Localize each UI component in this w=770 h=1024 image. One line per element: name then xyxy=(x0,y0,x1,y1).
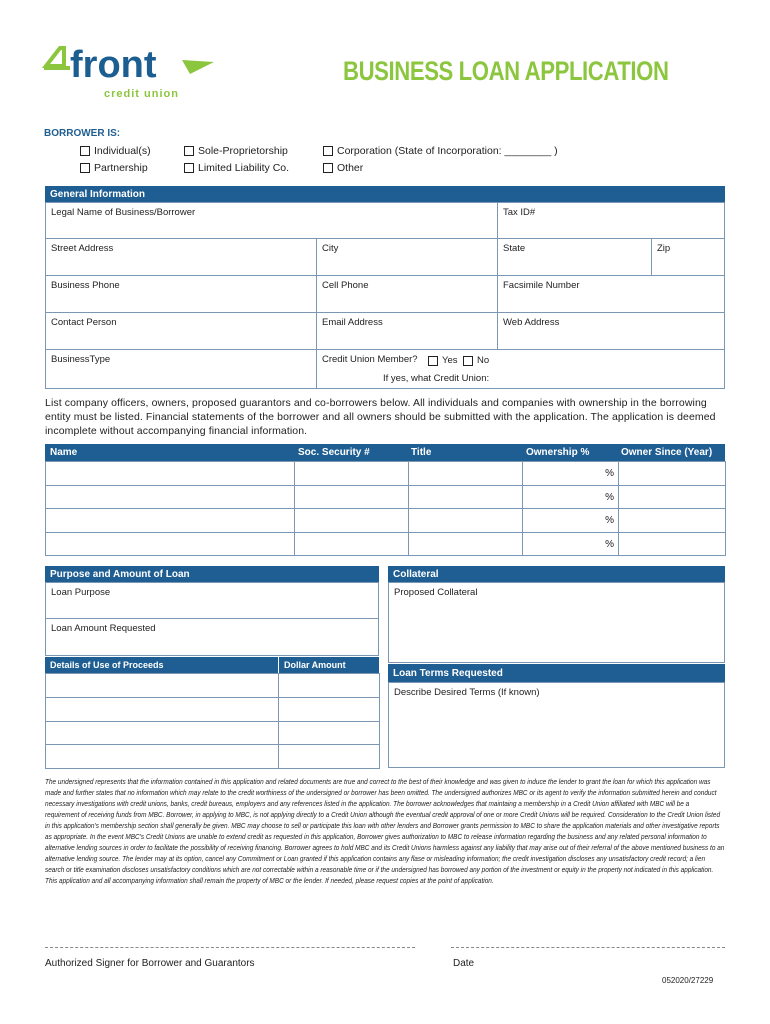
owner-cell[interactable] xyxy=(45,485,295,510)
percent-sign: % xyxy=(605,468,614,479)
owner-cell[interactable] xyxy=(294,532,409,557)
col-title: Title xyxy=(411,447,432,458)
web-address-field[interactable]: Web Address xyxy=(497,312,725,350)
email-field[interactable]: Email Address xyxy=(316,312,498,350)
legal-disclosure: The undersigned represents that the information contained in this application and related documents are true and correct to the best of their knowledge and was given to induce the lender to grant the loan for which this application was made and further states that no information which may relate to the credit worthiness of the undersigned or borrower has been omitted. The undersigned authorizes MBC or its agent to verify the information submitted herein and conduct necessary investigations with credit unions, banks, credit bureaus, employers and any references listed in the application. The borrower acknowledges that maintaing a membership in a Credit Union affiliated with MBC will be a requirement of receiving funds from MBC. Borrower, in applying to MBC, is not applying directly to a Credit Union although the eventual credit approval of one or more Credit Unions will be required. Consideration to the Credit Union listed in this application's membership section shall generally be given. MBC may choose to sell or participate this loan with other lenders and Borrower grants permission to MBC to share the application materials and other investigative reports as appropriate. In the event MBC's Credit Unions are unable to extend credit as requested in this application, Borrower gives authorization to MBC to release information regarding the business and any related personal information to alternative lending sources in order to facilitate the possibility of receiving financing. Borrower agrees to hold MBC and its Credit Unions harmless against any liability that may arise out of their referral of the above mentioned business to an alternative lending source. The lender may at its option, cancel any Commitment or Loan granted if this application contains any flase or misleading information; the credit investigation discloses any unsatisfactory credit record; a lien search or title examination discloses unsatisfactory conditions which are not correctable within a reasonable time or if the undersigned has borrowed any portion of the investment or equity in the property not indicated in this application. This application and all accompanying information shall remain the property of MBC or the lender. If needed, please request copies at the point of application. xyxy=(45,777,725,885)
tax-id-field[interactable]: Tax ID# xyxy=(497,202,725,239)
owner-cell[interactable] xyxy=(45,532,295,557)
loan-amount-field[interactable]: Loan Amount Requested xyxy=(45,618,379,656)
col-ssn: Soc. Security # xyxy=(298,447,370,458)
state-field[interactable]: State xyxy=(497,238,652,276)
checkbox-icon[interactable] xyxy=(323,163,333,173)
owner-cell[interactable] xyxy=(294,461,409,486)
owner-cell[interactable] xyxy=(45,461,295,486)
logo xyxy=(42,38,222,103)
collateral-field[interactable]: Proposed Collateral xyxy=(388,582,725,663)
general-info-heading: General Information xyxy=(45,186,725,202)
form-code: 052020/27229 xyxy=(662,976,714,985)
page-title: BUSINESS LOAN APPLICATION xyxy=(343,56,669,86)
col-ownership: Ownership % xyxy=(526,447,590,458)
zip-field[interactable]: Zip xyxy=(651,238,725,276)
logo-subtitle: credit union xyxy=(104,88,179,100)
percent-sign: % xyxy=(605,515,614,526)
owner-cell[interactable] xyxy=(618,485,726,510)
legal-name-field[interactable]: Legal Name of Business/Borrower xyxy=(45,202,498,239)
owner-cell[interactable] xyxy=(522,461,619,486)
checkbox-icon[interactable] xyxy=(184,146,194,156)
owner-cell[interactable] xyxy=(408,485,523,510)
checkbox-cu-no[interactable]: No xyxy=(463,355,489,366)
owner-cell[interactable] xyxy=(408,461,523,486)
proceeds-cell[interactable] xyxy=(278,721,380,746)
proceeds-cell[interactable] xyxy=(278,673,380,698)
business-type-field[interactable]: BusinessType xyxy=(45,349,317,389)
checkbox-other[interactable]: Other xyxy=(323,162,363,174)
checkbox-icon[interactable] xyxy=(184,163,194,173)
fax-field[interactable]: Facsimile Number xyxy=(497,275,725,313)
cu-member-field xyxy=(316,349,725,389)
purpose-heading: Purpose and Amount of Loan xyxy=(45,566,379,582)
proceeds-cell[interactable] xyxy=(45,697,279,722)
collateral-heading: Collateral xyxy=(388,566,725,582)
owner-cell[interactable] xyxy=(408,532,523,557)
loan-purpose-field[interactable]: Loan Purpose xyxy=(45,582,379,619)
street-field[interactable]: Street Address xyxy=(45,238,317,276)
checkbox-sole-proprietorship[interactable]: Sole-Proprietorship xyxy=(184,145,288,157)
checkbox-icon[interactable] xyxy=(80,163,90,173)
owner-cell[interactable] xyxy=(618,461,726,486)
owner-cell[interactable] xyxy=(408,508,523,533)
col-owner-since: Owner Since (Year) xyxy=(621,447,713,458)
proceeds-cell[interactable] xyxy=(278,697,380,722)
owner-cell[interactable] xyxy=(618,532,726,557)
col-name: Name xyxy=(50,447,78,458)
owner-cell[interactable] xyxy=(522,485,619,510)
proceeds-cell[interactable] xyxy=(45,673,279,698)
percent-sign: % xyxy=(605,491,614,503)
proceeds-cell[interactable] xyxy=(45,744,279,769)
terms-field[interactable]: Describe Desired Terms (If known) xyxy=(388,682,725,768)
checkbox-icon[interactable] xyxy=(463,356,473,366)
details-heading: Details of Use of Proceeds xyxy=(45,657,278,673)
city-field[interactable]: City xyxy=(316,238,498,276)
date-label: Date xyxy=(453,958,475,969)
business-phone-field[interactable]: Business Phone xyxy=(45,275,317,313)
owners-instructions: List company officers, owners, proposed guarantors and co-borrowers below. All individuals and companies with ownership in the borrowing entity must be listed. Financial statements of the borrower and all owners should be submitted with the application. The application is deemed incomplete without accompanying financial information. xyxy=(45,397,716,437)
cell-phone-field[interactable]: Cell Phone xyxy=(316,275,498,313)
checkbox-corporation[interactable]: Corporation (State of Incorporation: ________ ) xyxy=(323,145,558,157)
proceeds-cell[interactable] xyxy=(45,721,279,746)
signer-line[interactable] xyxy=(45,947,415,948)
owners-table xyxy=(45,444,725,555)
cu-member-label: Credit Union Member? xyxy=(322,354,418,365)
checkbox-cu-yes[interactable]: Yes xyxy=(428,355,458,366)
logo-word: front xyxy=(70,44,157,86)
owner-cell[interactable] xyxy=(522,508,619,533)
borrower-heading: BORROWER IS: xyxy=(44,128,121,139)
signer-label: Authorized Signer for Borrower and Guarantors xyxy=(45,958,255,969)
checkbox-llc[interactable]: Limited Liability Co. xyxy=(184,162,289,174)
percent-sign: % xyxy=(605,538,614,550)
checkbox-icon[interactable] xyxy=(80,146,90,156)
owner-cell[interactable] xyxy=(618,508,726,533)
terms-heading: Loan Terms Requested xyxy=(388,664,725,682)
proceeds-cell[interactable] xyxy=(278,744,380,769)
checkbox-icon[interactable] xyxy=(323,146,333,156)
checkbox-partnership[interactable]: Partnership xyxy=(80,162,148,174)
owners-header xyxy=(45,444,725,461)
contact-person-field[interactable]: Contact Person xyxy=(45,312,317,350)
owner-cell[interactable] xyxy=(294,485,409,510)
dollar-heading: Dollar Amount xyxy=(278,657,379,673)
owner-cell[interactable] xyxy=(522,532,619,557)
owner-cell[interactable] xyxy=(294,508,409,533)
checkbox-icon[interactable] xyxy=(428,356,438,366)
checkbox-individual[interactable]: Individual(s) xyxy=(80,145,151,157)
owner-cell[interactable] xyxy=(45,508,295,533)
date-line[interactable] xyxy=(451,947,725,948)
proceeds-header xyxy=(45,657,379,673)
which-cu-label: If yes, what Credit Union: xyxy=(383,373,490,384)
